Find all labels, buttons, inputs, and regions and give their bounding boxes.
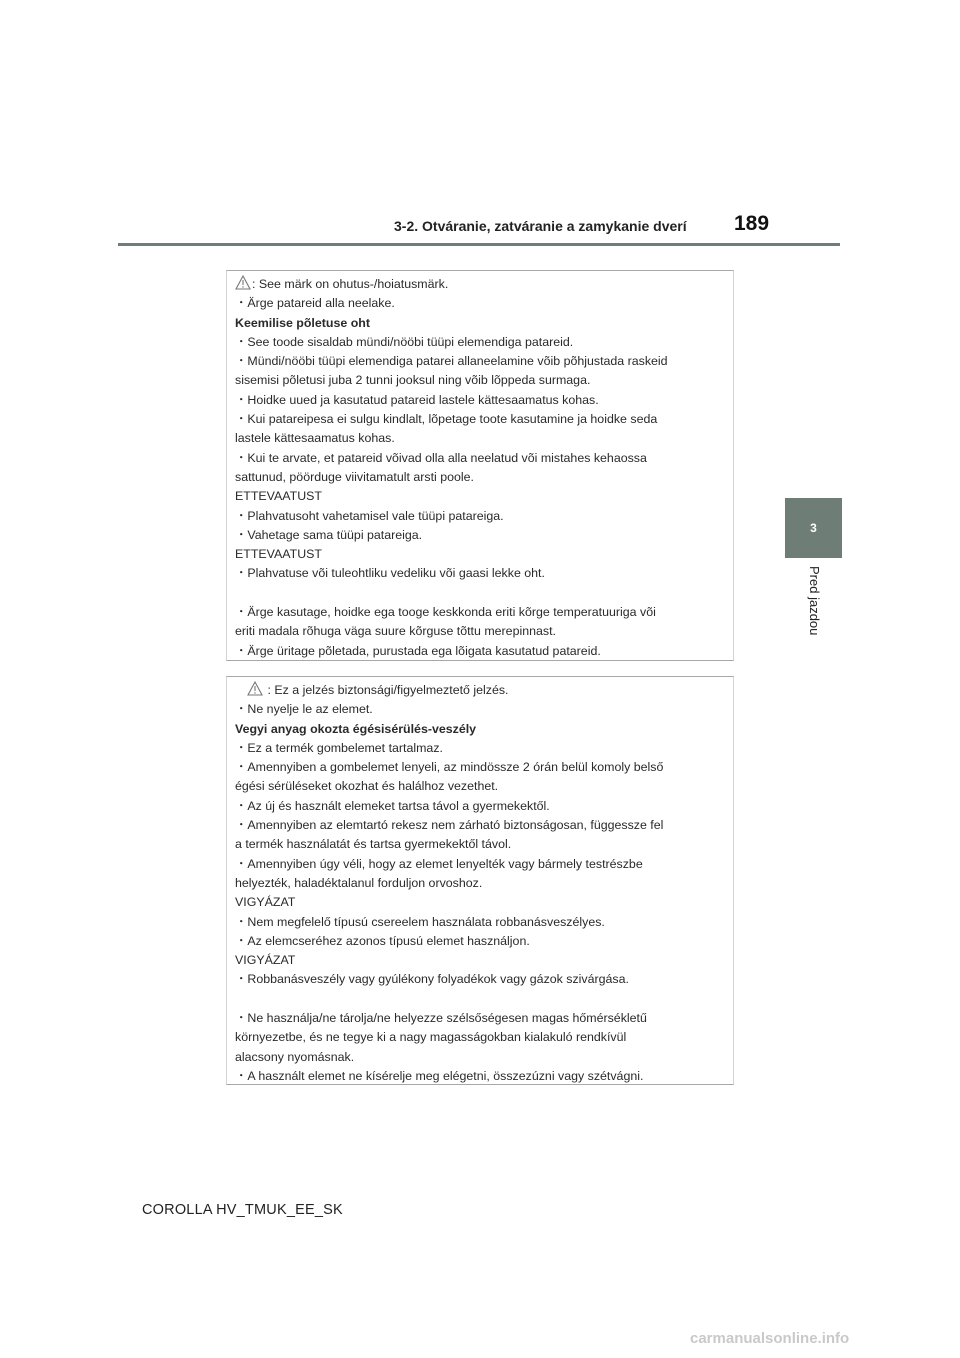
warning-line: égési sérüléseket okozhat és halálhoz vezethet. [235, 779, 499, 794]
chapter-tab [785, 498, 842, 558]
warning-line: ・Plahvatuse või tuleohtliku vedeliku või gaasi lekke oht. [235, 566, 545, 581]
warning-line: ・Ärge patareid alla neelake. [235, 296, 395, 311]
warning-line: a termék használatát és tartsa gyermekektől távol. [235, 837, 512, 852]
header-divider [118, 243, 840, 246]
warning-line: ・Vahetage sama tüüpi patareiga. [235, 527, 423, 542]
warning-line: ・A használt elemet ne kísérelje meg elégetni, összezúzni vagy szétvágni. [235, 1068, 644, 1083]
warning-line: ・Ärge üritage põletada, purustada ega lõigata kasutatud patareid. [235, 643, 601, 658]
warning-line: ・Mündi/nööbi tüüpi elemendiga patarei allaneelamine võib põhjustada raskeid [235, 354, 668, 369]
warning-sign-text: : Ez a jelzés biztonsági/figyelmeztető jelzés. [264, 683, 509, 697]
warning-line: ・Ne nyelje le az elemet. [235, 702, 373, 717]
footer-model-code: COROLLA HV_TMUK_EE_SK [142, 1202, 343, 1218]
warning-line: ・Az új és használt elemeket tartsa távol a gyermekektől. [235, 798, 550, 813]
warning-sign-text: : See märk on ohutus-/hoiatusmärk. [252, 277, 449, 291]
warning-line: ・Amennyiben az elemtartó rekesz nem zárható biztonságosan, függessze fel [235, 818, 664, 833]
warning-line [235, 681, 727, 700]
warning-line: sattunud, pöörduge viivitamatult arsti poole. [235, 469, 475, 484]
warning-line: ・Amennyiben a gombelemet lenyeli, az mindössze 2 órán belül komoly belső [235, 760, 664, 775]
warning-line: ・Plahvatusoht vahetamisel vale tüüpi patareiga. [235, 508, 504, 523]
warning-box-estonian [226, 270, 734, 661]
warning-line: helyezték, haladéktalanul forduljon orvoshoz. [235, 875, 483, 890]
chapter-number: 3 [810, 521, 817, 535]
warning-heading: Keemilise põletuse oht [235, 315, 370, 330]
warning-line: ・Kui patareipesa ei sulgu kindlalt, lõpetage toote kasutamine ja hoidke seda [235, 412, 658, 427]
warning-line: alacsony nyomásnak. [235, 1049, 355, 1064]
warning-line: ・Az elemcseréhez azonos típusú elemet használjon. [235, 933, 530, 948]
warning-line: ・Ne használja/ne tárolja/ne helyezze szélsőségesen magas hőmérsékletű [235, 1011, 647, 1026]
warning-triangle-icon [247, 681, 263, 696]
warning-line: ・Robbanásveszély vagy gyúlékony folyadékok vagy gázok szivárgása. [235, 972, 629, 987]
warning-line: ・Ärge kasutage, hoidke ega tooge keskkonda eriti kõrge temperatuuriga või [235, 605, 656, 620]
page-number: 189 [734, 212, 770, 235]
chapter-label: Pred jazdou [807, 566, 822, 636]
warning-line [235, 275, 727, 294]
warning-line: ・Nem megfelelő típusú csereelem használata robbanásveszélyes. [235, 914, 605, 929]
warning-triangle-icon [235, 275, 251, 290]
warning-line: ・See toode sisaldab mündi/nööbi tüüpi elemendiga patareid. [235, 334, 574, 349]
warning-box-hungarian [226, 676, 734, 1085]
caution-heading: VIGYÁZAT [235, 953, 296, 968]
warning-heading: Vegyi anyag okozta égésisérülés-veszély [235, 721, 477, 736]
warning-line: környezetbe, és ne tegye ki a nagy magasságokban kialakuló rendkívül [235, 1030, 627, 1045]
warning-line: eriti madala rõhuga väga suure kõrguse tõttu merepinnast. [235, 624, 556, 639]
caution-heading: VIGYÁZAT [235, 895, 296, 910]
warning-line: lastele kättesaamatus kohas. [235, 431, 395, 446]
warning-line: sisemisi põletusi juba 2 tunni jooksul ning võib lõppeda surmaga. [235, 373, 591, 388]
warning-line: ・Amennyiben úgy véli, hogy az elemet lenyelték vagy bármely testrészbe [235, 856, 643, 871]
warning-line: ・Ez a termék gombelemet tartalmaz. [235, 740, 443, 755]
caution-heading: ETTEVAATUST [235, 489, 322, 504]
watermark: carmanualsonline.info [690, 1330, 850, 1347]
section-title: 3-2. Otváranie, zatváranie a zamykanie dverí [394, 218, 687, 234]
warning-line: ・Kui te arvate, et patareid võivad olla alla neelatud või mistahes kehaossa [235, 450, 647, 465]
caution-heading: ETTEVAATUST [235, 547, 322, 562]
warning-line: ・Hoidke uued ja kasutatud patareid lastele kättesaamatus kohas. [235, 392, 599, 407]
